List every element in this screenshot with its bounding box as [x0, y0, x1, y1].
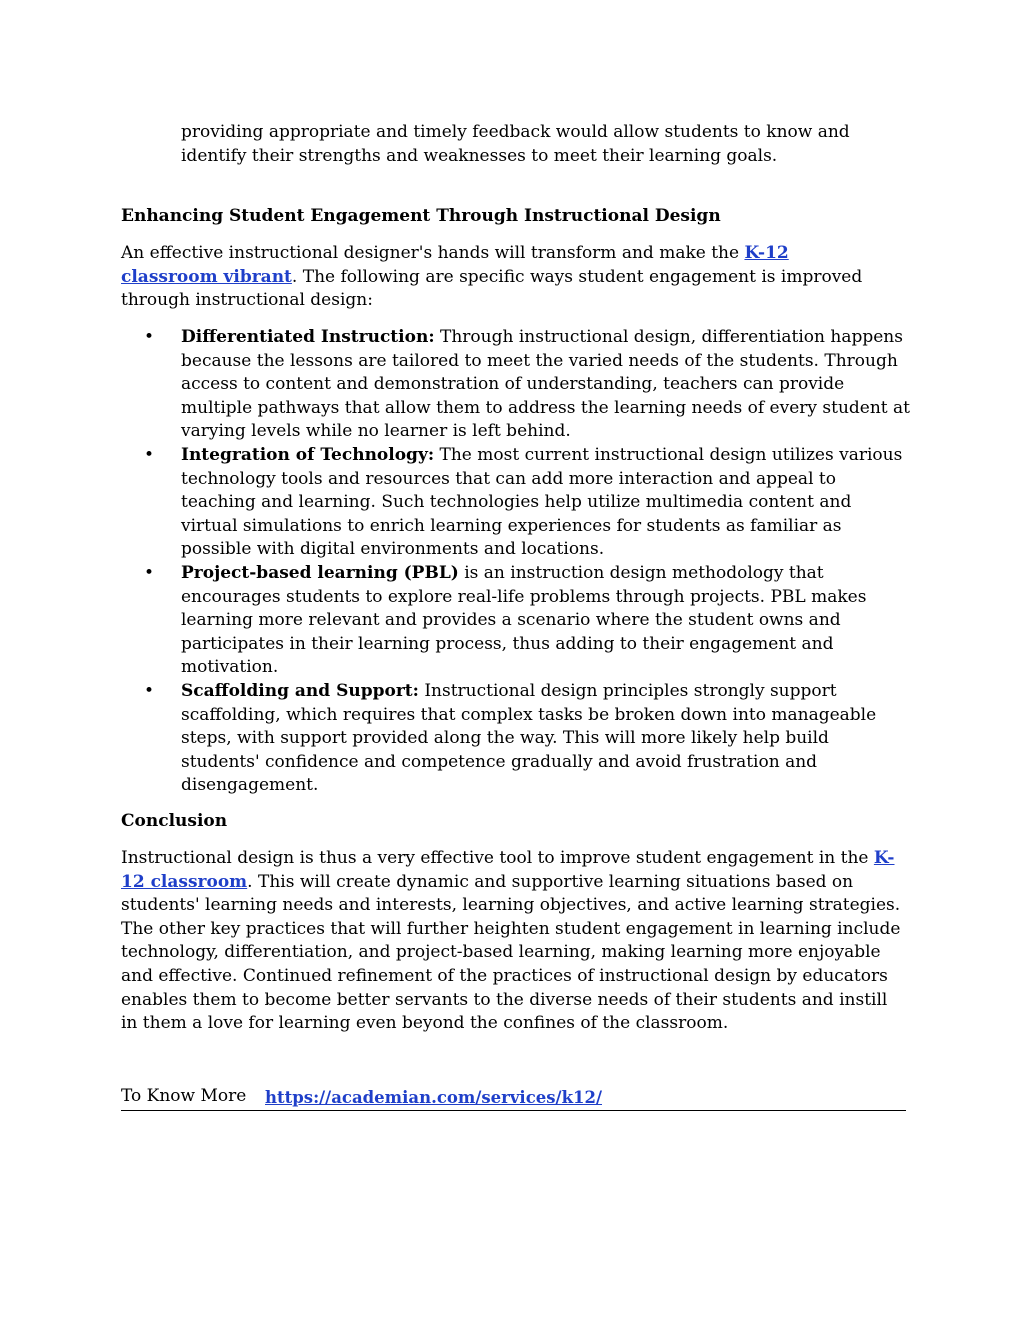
k12-classroom-link[interactable]: K-12 classroom [121, 848, 895, 892]
list-item-title: Differentiated Instruction: [181, 327, 435, 347]
k12-classroom-vibrant-link[interactable]: K-12 classroom vibrant [121, 243, 789, 287]
list-item-differentiated-instruction [144, 326, 911, 444]
list-item-project-based-learning [144, 562, 911, 680]
conclusion-text-before: Instructional design is thus a very effective tool to improve student engagement in the [121, 848, 874, 868]
engagement-list [144, 326, 911, 798]
list-item-integration-of-technology [144, 444, 911, 562]
bullet-icon: • [144, 562, 155, 583]
list-item-title: Scaffolding and Support: [181, 680, 419, 701]
bullet-icon: • [144, 680, 155, 701]
list-item-text: The most current instructional design utilizes various technology tools and resources that can add more interaction and appeal to teaching and learning. Such technologies help utilize multimedia content and virtual simulations to enrich learning experiences for students as familiar as possible with digital environments and locations. [181, 444, 903, 560]
academian-k12-url-link[interactable]: https://academian.com/services/k12/ [265, 1088, 602, 1107]
conclusion-text-after: . This will create dynamic and supportive learning situations based on students' learning needs and interests, learning objectives, and active learning strategies. The other key practices that will further heighten student engagement in learning include technology, differentiation, and project-based learning, making learning more enjoyable and effective. Continued refinement of the practices of instructional design by educators enables them to become better servants to the diverse needs of their students and instill in them a love for learning even beyond the confines of the classroom. [121, 871, 901, 1034]
list-item-title: Project-based learning (PBL) [181, 562, 459, 583]
intro-text-after: . The following are specific ways student engagement is improved through instructional design: [121, 266, 863, 311]
conclusion-paragraph [121, 847, 906, 1036]
list-item-text: Instructional design principles strongly support scaffolding, which requires that complex tasks be broken down into manageable steps, with support provided along the way. This will more likely help build students' confidence and competence gradually and avoid frustration and disengagement. [181, 680, 877, 796]
intro-paragraph [121, 242, 891, 313]
section-heading-engagement: Enhancing Student Engagement Through Instructional Design [121, 206, 721, 226]
list-item-text: is an instruction design methodology that encourages students to explore real-life problems through projects. PBL makes learning more relevant and provides a scenario where the student owns and participates in their learning process, thus adding to their engagement and motivation. [181, 562, 867, 678]
list-item-text: Through instructional design, differentiation happens because the lessons are tailored to meet the varied needs of the students. Through access to content and demonstration of understanding, teachers can provide multiple pathways that allow them to address the learning needs of every student at varying levels while no learner is left behind. [181, 327, 910, 442]
conclusion-heading: Conclusion [121, 811, 228, 831]
to-know-more-label: To Know More [121, 1086, 247, 1106]
to-know-more-line [121, 1085, 906, 1111]
continuation-paragraph: providing appropriate and timely feedback would allow students to know and identify their strengths and weaknesses to meet their learning goals. [181, 122, 850, 166]
list-item-scaffolding-and-support [144, 680, 911, 798]
bullet-icon: • [144, 327, 155, 347]
list-item-title: Integration of Technology: [181, 444, 435, 465]
bullet-icon: • [144, 444, 155, 465]
intro-text-before: An effective instructional designer's hands will transform and make the [121, 243, 745, 263]
